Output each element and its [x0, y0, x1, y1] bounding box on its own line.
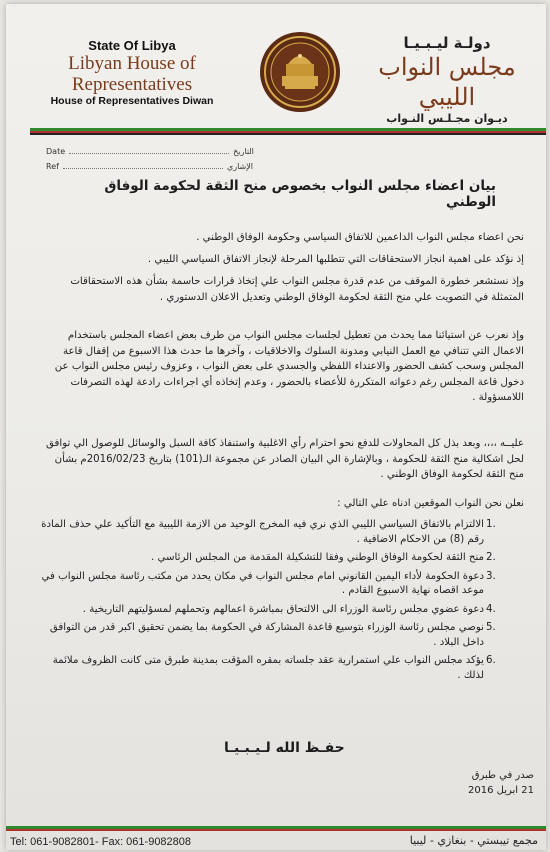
list-item — [36, 654, 504, 683]
state-name-en: State Of Libya — [88, 38, 176, 53]
letter-page — [6, 4, 546, 850]
item-text: منح الثقة لحكومة الوفاق الوطني وفقا للتشكيلة المقدمة من المجلس الرئاسي . — [151, 552, 484, 563]
house-name-ar: مجلس النواب الليبي — [378, 53, 516, 111]
paragraph-6: نعلن نحن النواب الموقعين ادناه علي التالي : — [337, 498, 524, 509]
list-item — [36, 551, 504, 566]
item-text: يؤكد مجلس النواب علي استمرارية عقد جلساته بمقره المؤقت بمدينة طبرق متى كانت الظروف ملائمة لذلك . — [52, 655, 484, 681]
item-number: 5. — [486, 622, 496, 633]
house-name-en-1: Libyan House of — [68, 53, 196, 74]
item-text: دعوة الحكومة لأداء اليمين القانوني امام مجلس النواب في مكان يحدد من مكتب رئاسة مجلس النواب في موعد اقصاه نهاية الاسبوع القادم . — [41, 570, 484, 596]
item-text: دعوة عضوي مجلس رئاسة الوزراء الى الالتحاق بمباشرة اعمالهم وتحملهم لمسؤليتهم التاريخية . — [82, 603, 484, 615]
paragraph-1: نحن اعضاء مجلس النواب الداعمين للاتفاق السياسي وحكومة الوفاق الوطني . — [196, 232, 524, 243]
issued-place-date — [424, 768, 534, 798]
issued-date: 21 ابريل 2016 — [468, 785, 534, 796]
item-number: 4. — [486, 603, 496, 615]
date-label: التاريخ — [233, 147, 254, 156]
list-item — [36, 570, 504, 599]
footer-red-band — [6, 829, 546, 831]
letterhead-english — [42, 38, 222, 107]
house-seal-icon — [258, 30, 342, 114]
item-number: 6. — [486, 655, 496, 666]
item-number: 1. — [486, 519, 496, 530]
statement-title: بيان اعضاء مجلس النواب بخصوص منح الثقة لحكومة الوفاق الوطني — [104, 178, 496, 210]
paragraph-5: عليــه ،،،، وبعد بذل كل المحاولات للدفع نحو احترام رأي الاغلبية واستنفاذ كافة السبل والوسائل للوصول الي توافق لحل اشكالية منح الثقة للحكومة ، وبالإشارة الي البيان الصادر عن مجموعة الـ(101) بتاريخ 2016/02/23م بشأن منح الثقة لحكومة الوفاق الوطني . — [46, 438, 524, 480]
date-label-en: Date — [46, 147, 66, 156]
paragraph-2: إذ نؤكد على اهمية انجاز الاستحقاقات التي تتطلبها المرحلة لإنجاز الاتفاق السياسي الليبي . — [147, 254, 524, 265]
house-name-en-2: Representatives — [71, 74, 193, 95]
item-text: نوصي مجلس رئاسة الوزراء بتوسيع قاعدة المشاركة في الحكومة بما يضمن تحقيق اكبر قدر من التوافق داخل البلاد . — [49, 622, 484, 648]
diwan-name-ar: ديـوان مجـلـس النـواب — [386, 112, 508, 125]
signoff-line: حفـظ الله لـيـبـيـا — [224, 740, 345, 756]
paragraph-3: وإذ نستشعر خطورة الموقف من عدم قدرة مجلس النواب علي إتخاذ قرارات حاسمة بشأن هذه الاستحقاقات المتمثلة في التصويت علي منح الثقة لحكومة الوفاق الوطني وتعديل الاعلان الدستوري . — [70, 276, 524, 303]
item-number: 3. — [486, 570, 496, 582]
footer-contact: Tel: 061-9082801- Fax: 061-9082808 — [10, 836, 192, 848]
list-item — [36, 621, 504, 650]
issued-place: صدر في طبرق — [471, 770, 534, 781]
date-field — [46, 147, 254, 156]
item-number: 2. — [486, 552, 496, 563]
letterhead-arabic — [362, 34, 532, 125]
ref-label-en: Ref — [46, 162, 59, 171]
reference-field — [46, 162, 253, 171]
item-text: الالتزام بالاتفاق السياسي الليبي الذي نري فيه المخرج الوحيد من الازمة الليبية مع التأكيد علي حذف المادة رقم (8) من الاحكام الاضافية . — [41, 519, 484, 545]
ref-label: الإشاري — [226, 162, 253, 171]
state-name-ar: دولـة ليـبـيـا — [403, 34, 491, 52]
paragraph-4: وإذ نعرب عن استيائنا مما يحدث من تعطيل لجلسات مجلس النواب من طرف بعض اعضاء المجلس باستخدام الاعمال التي تتنافي مع العمل النيابي ومدونة السلوك والاخلاقيات ، وآخرها ما حدث هذا الاسبوع من إقفال قاعة المجلس وسحب كشف الحضور والاعتداء اللفظي والجسدي على بعض النواب ، وعزوف رئيس مجلس النواب عن دخول قاعة المجلس رغم دعواته المتكررة للأعضاء بالحضور ، وعدم إتخاذه أي اجراءات رادعة لهذه التصرفات اللامسؤولة . — [54, 330, 524, 403]
resolution-list — [36, 518, 504, 687]
list-item — [36, 518, 504, 547]
diwan-name-en: House of Representatives Diwan — [50, 95, 214, 107]
footer-address: مجمع تيبستي - بنغازي - ليبيا — [409, 834, 538, 847]
list-item — [36, 603, 504, 618]
header-black-band — [30, 133, 546, 135]
